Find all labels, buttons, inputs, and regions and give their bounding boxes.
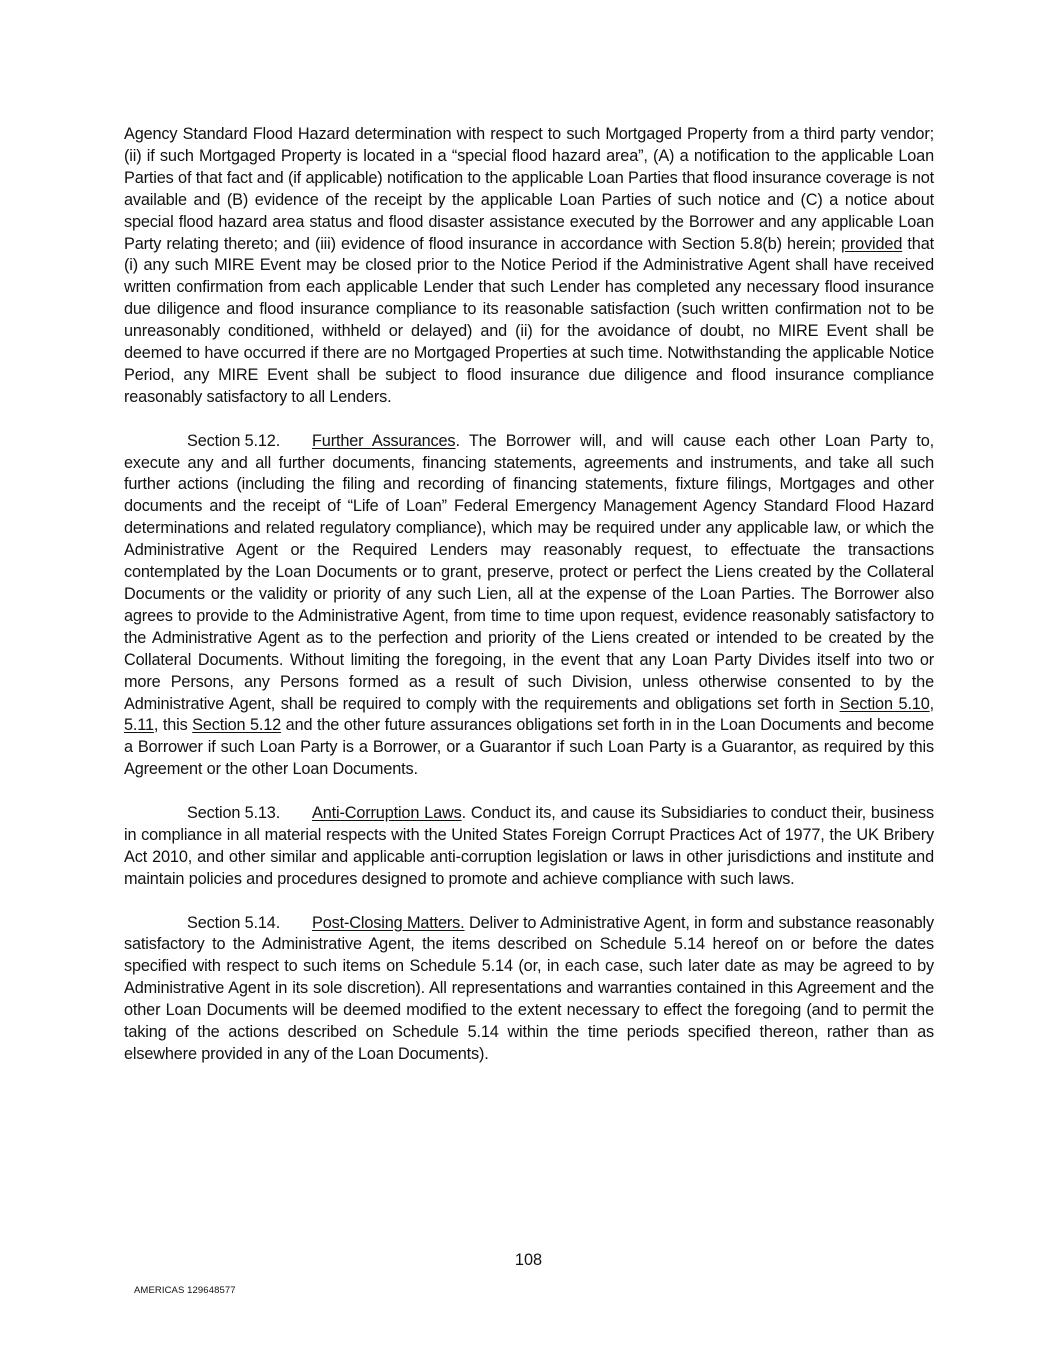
section-body-text: and the other future assurances obligations set forth in in the Loan Documents and become a Borrower if such Loan Party is a Borrower, or a Guarantor if such Loan Party is a Guarantor, as required by this Agreement or the other Loan Documents. [124, 716, 935, 779]
section-body-text: Deliver to Administrative Agent, in form and substance reasonably satisfactory to the Administrative Agent, the items described on Schedule 5.14 hereof on or before the dates specified with respect to such items on Schedule 5.14 (or, in each case, such later date as may be agreed to by Administrative Agent in its sole discretion). All representations and warranties contained in this Agreement and the other Loan Documents will be deemed modified to the extent necessary to effect the foregoing (and to permit the taking of the actions described on Schedule 5.14 within the time periods specified thereon, rather than as elsewhere provided in any of the Loan Documents). [124, 913, 934, 1064]
continuation-text-1: Agency Standard Flood Hazard determination with respect to such Mortgaged Property from a third party vendor; (ii) if such Mortgaged Property is located in a “special flood hazard area”, (A) a notification to the applicable Loan Parties of that fact and (if applicable) notification to the applicable Loan Parties that flood insurance coverage is not available and (B) evidence of the receipt by the applicable Loan Parties of such notice and (C) a notice about special flood hazard area status and flood disaster assistance executed by the Borrower and any applicable Loan Party relating thereto; and (iii) evidence of flood insurance in accordance with Section 5.8(b) herein; [124, 125, 934, 253]
cross-reference-section-5-12: Section 5.12 [192, 716, 282, 735]
section-number: Section 5.14. [187, 913, 281, 932]
document-id: AMERICAS 129648577 [134, 1285, 236, 1296]
section-heading: Post-Closing Matters. [312, 913, 465, 932]
continuation-text-2: that (i) any such MIRE Event may be closed prior to the Notice Period if the Administrative Agent shall have received written confirmation from each applicable Lender that such Lender has completed any necessary flood insurance due diligence and flood insurance compliance to its reasonable satisfaction (such written confirmation not to be unreasonably conditioned, withheld or delayed) and (ii) for the avoidance of doubt, no MIRE Event shall be deemed to have occurred if there are no Mortgaged Properties at such time. Notwithstanding the applicable Notice Period, any MIRE Event shall be subject to flood insurance due diligence and flood insurance compliance reasonably satisfactory to all Lenders. [124, 234, 934, 406]
section-heading: Further Assurances [312, 431, 456, 450]
section-number: Section 5.12. [187, 431, 281, 450]
page-number: 108 [514, 1251, 543, 1269]
document-body [124, 124, 934, 1088]
section-body-separator: , this [153, 716, 193, 735]
provided-term: provided [840, 234, 903, 253]
section-body-text: . Conduct its, and cause its Subsidiaries to conduct their, business in compliance in all material respects with the United States Foreign Corrupt Practices Act of 1977, the UK Bribery Act 2010, and other similar and applicable anti-corruption legislation or laws in other jurisdictions and institute and maintain policies and procedures designed to promote and achieve compliance with such laws. [124, 804, 934, 888]
section-5-13-paragraph [124, 803, 934, 891]
continuation-paragraph [124, 124, 934, 409]
section-5-12-paragraph [124, 431, 934, 782]
cross-reference-section-5-10: Section 5.10 [839, 694, 930, 713]
cross-reference-5-11: 5.11 [124, 716, 154, 735]
section-5-14-paragraph [124, 913, 934, 1066]
section-body-text: . The Borrower will, and will cause each other Loan Party to, execute any and all further documents, financing statements, agreements and instruments, and take all such further actions (including the filing and recording of financing statements, fixture filings, Mortgages and other documents and the receipt of “Life of Loan” Federal Emergency Management Agency Standard Flood Hazard determinations and related regulatory compliance), which may be required under any applicable law, or which the Administrative Agent or the Required Lenders may reasonably request, to effectuate the transactions contemplated by the Loan Documents or to grant, preserve, protect or perfect the Liens created by the Collateral Documents or the validity or priority of any such Lien, all at the expense of the Loan Parties. The Borrower also agrees to provide to the Administrative Agent, from time to time upon request, evidence reasonably satisfactory to the Administrative Agent as to the perfection and priority of the Liens created or intended to be created by the Collateral Documents. Without limiting the foregoing, in the event that any Loan Party Divides itself into two or more Persons, any Persons formed as a result of such Division, unless otherwise consented to by the Administrative Agent, shall be required to comply with the requirements and obligations set forth in [124, 431, 935, 713]
section-number: Section 5.13. [187, 804, 281, 823]
section-heading: Anti-Corruption Laws [312, 804, 462, 823]
section-body-separator: , [929, 694, 934, 713]
